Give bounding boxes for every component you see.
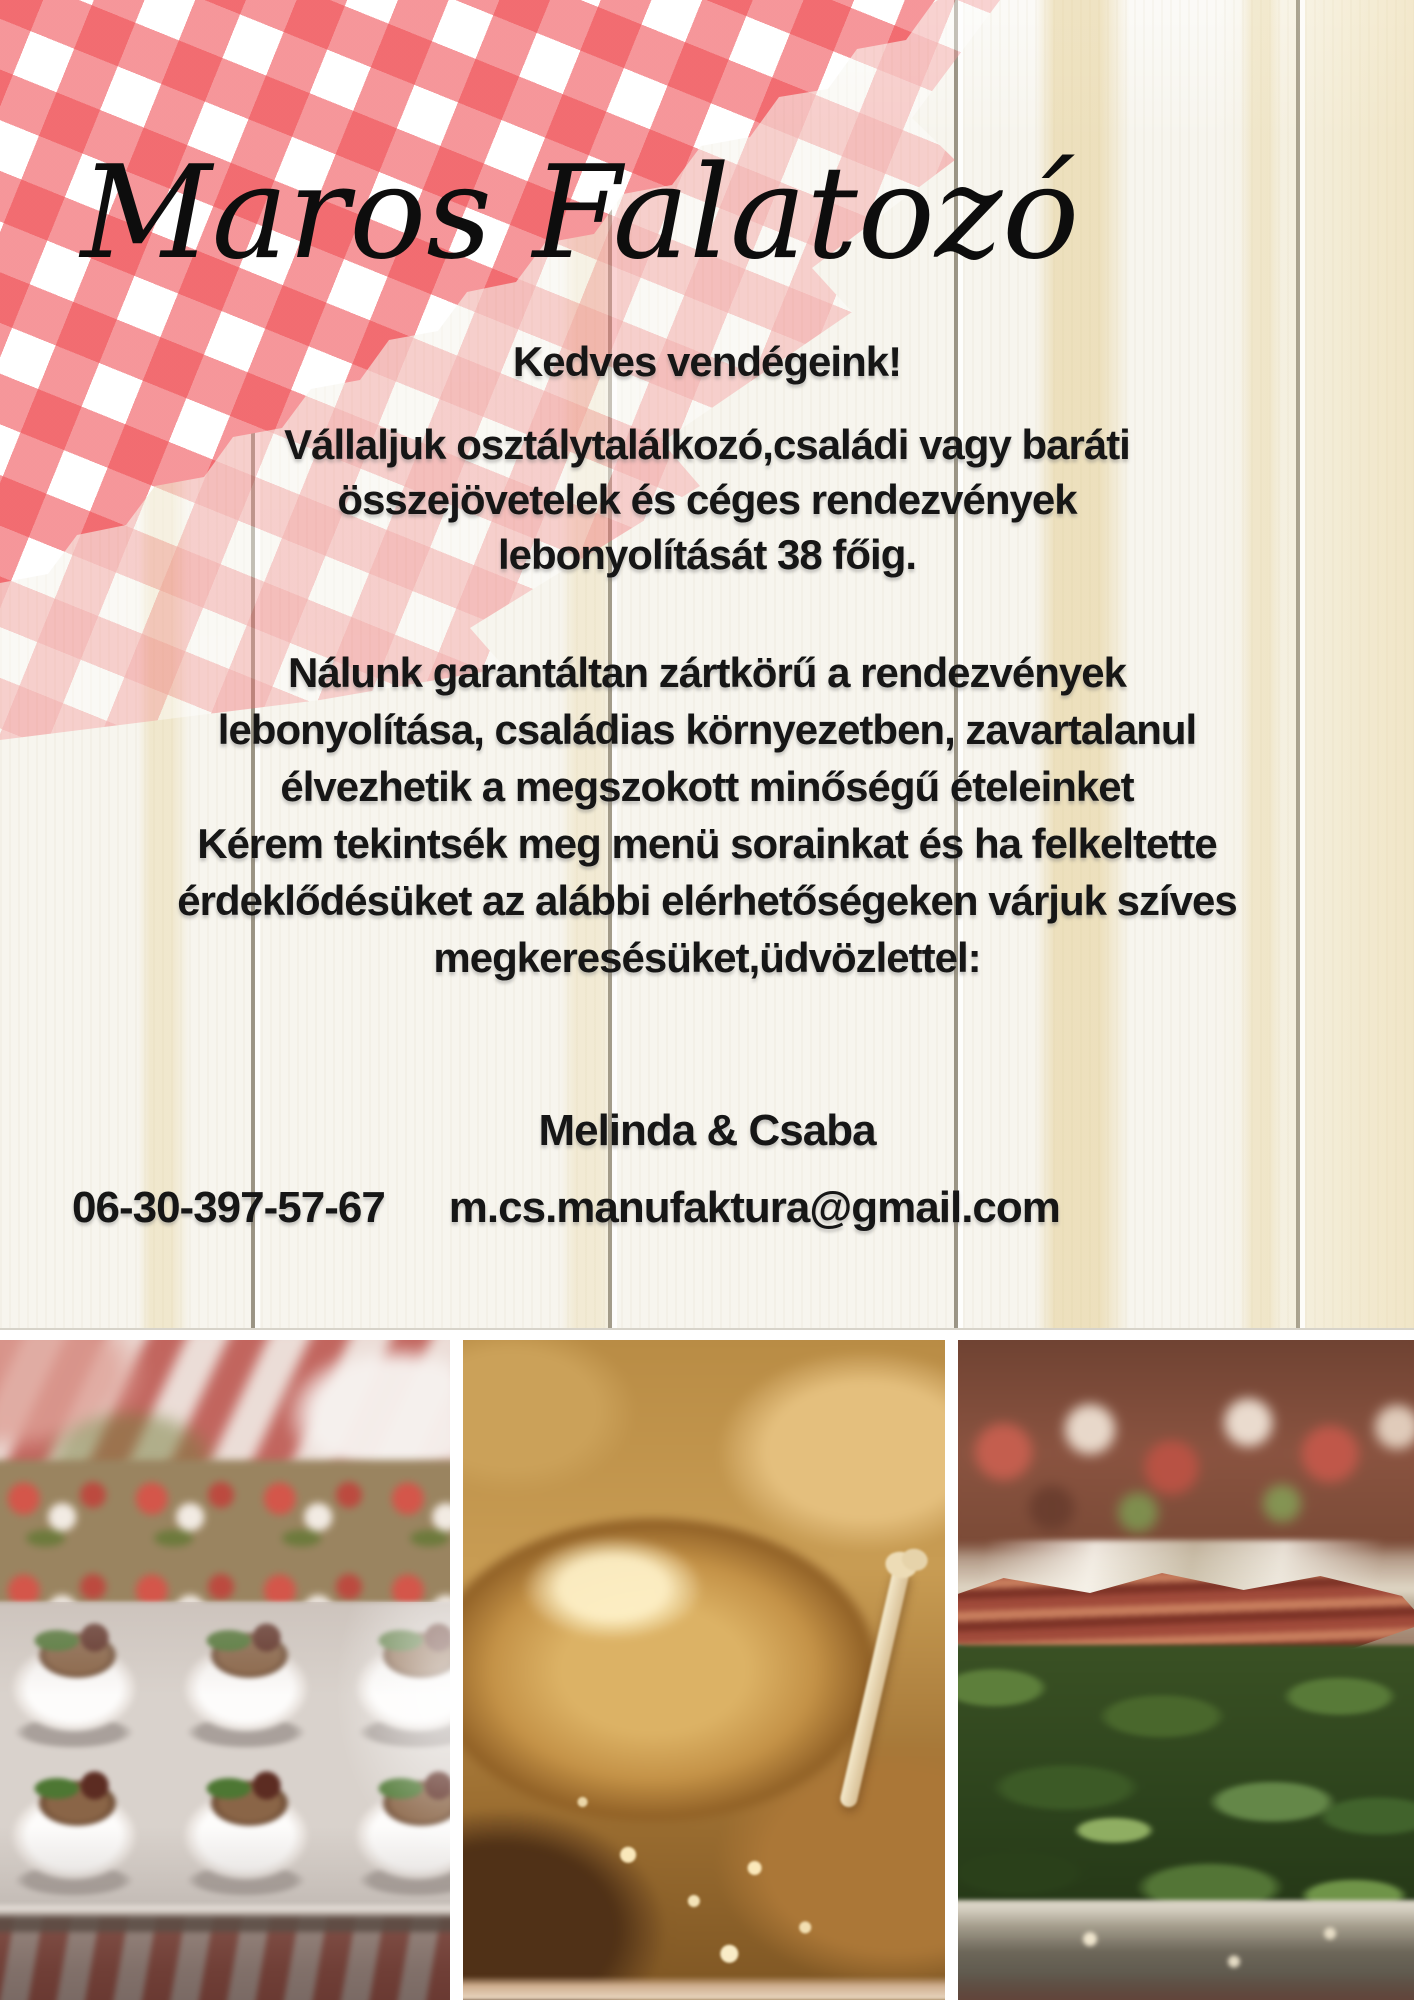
body-line: lebonyolítása, családias környezetben, zavartalanul xyxy=(217,706,1197,753)
mirror-tray-band xyxy=(0,1906,450,2000)
body-line: élvezhetik a megszokott minőségű ételeinket xyxy=(280,763,1134,810)
intro-line: lebonyolítását 38 főig. xyxy=(497,531,917,578)
body-line: Kérem tekintsék meg menü sorainkat és ha felkeltette xyxy=(197,820,1217,867)
pate-bowls-lighting xyxy=(0,1602,450,1914)
body-paragraph xyxy=(0,644,1414,986)
tray-edge xyxy=(463,1976,945,2000)
glaze-highlights xyxy=(463,1340,945,2000)
photo-right-background-blur xyxy=(958,1340,1414,1553)
photo-roast-duck xyxy=(463,1340,945,2000)
intro-paragraph xyxy=(0,417,1414,582)
photo-left-background-blur xyxy=(0,1340,450,1473)
email-address: m.cs.manufaktura@gmail.com xyxy=(448,1183,1060,1232)
intro-line: Vállaljuk osztálytalálkozó,családi vagy baráti xyxy=(284,421,1130,468)
caprese-skewers-band xyxy=(0,1460,450,1610)
salad-greens-band xyxy=(958,1645,1414,1930)
greeting-text: Kedves vendégeink! xyxy=(512,338,902,385)
flyer-title: Maros Falatozó xyxy=(80,138,1080,288)
body-line: megkeresésüket,üdvözlettel: xyxy=(433,934,981,981)
body-line: érdeklődésüket az alábbi elérhetőségeken várjuk szíves xyxy=(177,877,1237,924)
photo-salad xyxy=(958,1340,1414,2000)
silver-tray-band xyxy=(958,1900,1414,2000)
intro-line: összejövetelek és céges rendezvények xyxy=(337,476,1077,523)
contact-row xyxy=(72,1183,1060,1233)
signature-text: Melinda & Csaba xyxy=(538,1106,876,1155)
photo-appetizer-bowls xyxy=(0,1340,450,2000)
photo-strip xyxy=(0,1340,1414,2000)
phone-number: 06-30-397-57-67 xyxy=(72,1183,385,1232)
body-line: Nálunk garantáltan zártkörű a rendezvények xyxy=(288,649,1126,696)
